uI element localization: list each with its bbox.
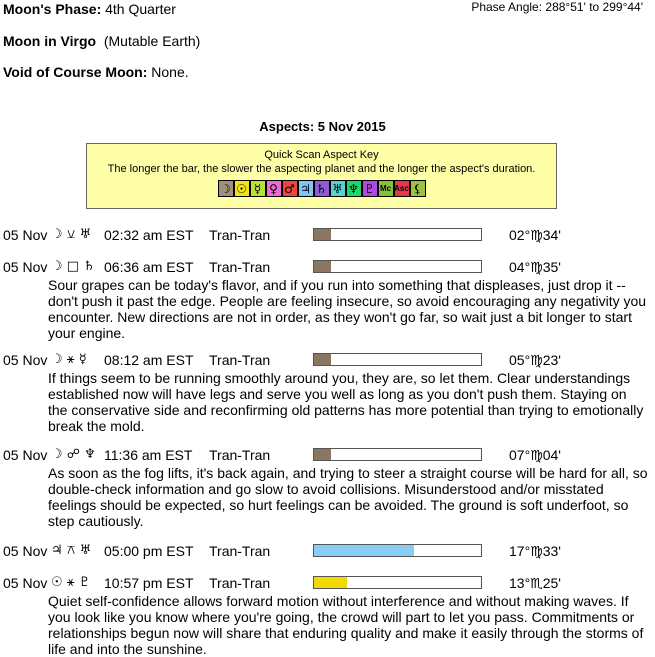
duration-bar-fill: [314, 577, 347, 588]
key-swatch: ♃: [298, 180, 314, 197]
moon-sign-line: [3, 33, 200, 49]
key-title: Quick Scan Aspect Key: [264, 149, 379, 161]
aspect-position: 02°♍34': [509, 227, 561, 243]
aspect-description: Sour grapes can be today's flavor, and if you run into something that displeases, just drop it -- don't push it past the edge. People are feeling insecure, so avoid encouraging any negativity you encounter. New directions are not in order, as they won't go far, so wait just a bit longer to start your engine.: [48, 277, 647, 341]
aspect-position: 17°♍33': [509, 543, 561, 559]
duration-bar-fill: [314, 354, 331, 365]
aspect-row: [3, 352, 648, 370]
aspect-glyphs: ☽ ⚹ ☿: [51, 352, 87, 367]
aspect-position: 13°♏25': [509, 575, 561, 591]
key-swatch: ♄: [314, 180, 330, 197]
aspect-date: 05 Nov: [3, 352, 48, 368]
aspect-kind: Tran-Tran: [209, 575, 271, 591]
aspect-kind: Tran-Tran: [209, 227, 271, 243]
aspect-date: 05 Nov: [3, 575, 48, 591]
duration-bar: [313, 228, 482, 241]
moon-sign-value: (Mutable Earth): [103, 33, 201, 49]
aspect-row: [3, 447, 648, 465]
aspect-time: 06:36 am EST: [104, 259, 194, 275]
key-swatch: ♇: [362, 180, 378, 197]
aspect-time: 10:57 pm EST: [104, 575, 194, 591]
aspect-row: [3, 575, 648, 593]
aspect-glyphs: ♃ ⚻ ♅: [51, 543, 92, 558]
phase-angle-value: 288°51' to 299°44': [545, 0, 643, 14]
key-swatch: ⚸: [410, 180, 426, 197]
quick-scan-key: [86, 143, 557, 209]
aspect-glyphs: ☽ ⚺ ♅: [51, 227, 92, 242]
aspect-row: [3, 227, 648, 245]
aspect-position: 07°♍04': [509, 447, 561, 463]
aspect-description: If things seem to be running smoothly around you, they are, so let them. Clear understandings established now will have legs and serve you well as long as you don't push them. Staying on the conservative side and reconfirming old patterns has more potential than trying to emotionally break the mold.: [48, 370, 644, 434]
aspect-entry: [3, 543, 648, 561]
aspect-glyphs: ☽ □ ♄: [51, 259, 95, 274]
phase-angle-label: Phase Angle:: [471, 0, 543, 14]
aspect-entry: [3, 352, 648, 434]
aspect-row: [3, 259, 648, 277]
duration-bar-fill: [314, 449, 331, 460]
duration-bar-fill: [314, 229, 331, 240]
moon-phase-label: Moon's Phase:: [3, 1, 102, 17]
aspect-entry: [3, 227, 648, 245]
moon-sign-label: Moon in Virgo: [3, 33, 97, 49]
key-swatch: ☉: [234, 180, 250, 197]
aspect-glyphs: ☉ ⚹ ♇: [51, 575, 91, 590]
void-value: None.: [151, 64, 189, 80]
aspect-position: 05°♍23': [509, 352, 561, 368]
duration-bar: [313, 544, 482, 557]
aspect-entry: [3, 259, 648, 341]
aspect-date: 05 Nov: [3, 543, 48, 559]
void-label: Void of Course Moon:: [3, 64, 148, 80]
aspect-kind: Tran-Tran: [209, 447, 271, 463]
aspect-description: Quiet self-confidence allows forward motion without interference and without making waves. If you look like you know where you're going, the crowd will part to let you pass. Commitments or relationships begun now will share that enduring quality and make it easily through the storms of life and into the sunshine.: [48, 593, 644, 657]
aspect-description: As soon as the fog lifts, it's back again, and trying to steer a straight course will be hard for all, so double-check information and go slow to avoid collisions. Misunderstood and/or misstated feelings should be expected, so hurt feelings can be avoided. The ground is soft underfoot, so step cautiously.: [48, 465, 648, 529]
aspect-time: 05:00 pm EST: [104, 543, 194, 559]
duration-bar-fill: [314, 545, 414, 556]
key-swatch: Mc: [378, 180, 394, 197]
moon-phase-value: 4th Quarter: [105, 1, 176, 17]
aspect-entry: [3, 447, 648, 529]
duration-bar: [313, 448, 482, 461]
aspect-date: 05 Nov: [3, 447, 48, 463]
aspect-kind: Tran-Tran: [209, 543, 271, 559]
key-swatch: ☽: [218, 180, 234, 197]
void-of-course-line: [3, 64, 189, 80]
key-swatch: ♆: [346, 180, 362, 197]
aspect-time: 02:32 am EST: [104, 227, 194, 243]
key-swatch: ♀: [266, 180, 282, 197]
aspects-title: Aspects: 5 Nov 2015: [259, 119, 386, 134]
key-swatch: ☿: [250, 180, 266, 197]
key-swatch: ♂: [282, 180, 298, 197]
aspect-date: 05 Nov: [3, 227, 48, 243]
duration-bar-fill: [314, 261, 331, 272]
aspect-row: [3, 543, 648, 561]
aspect-kind: Tran-Tran: [209, 259, 271, 275]
key-subtitle: The longer the bar, the slower the aspecting planet and the longer the aspect's duration.: [107, 163, 536, 175]
duration-bar: [313, 576, 482, 589]
moon-phase-line: [3, 1, 176, 17]
aspect-time: 08:12 am EST: [104, 352, 194, 368]
key-swatch: Asc: [394, 180, 410, 197]
aspect-position: 04°♍35': [509, 259, 561, 275]
key-swatch: ♅: [330, 180, 346, 197]
duration-bar: [313, 260, 482, 273]
phase-angle: [471, 0, 643, 14]
duration-bar: [313, 353, 482, 366]
aspect-glyphs: ☽ ☍ ♆: [51, 447, 96, 462]
aspect-date: 05 Nov: [3, 259, 48, 275]
aspect-time: 11:36 am EST: [104, 447, 193, 463]
aspect-entry: [3, 575, 648, 657]
aspect-kind: Tran-Tran: [209, 352, 271, 368]
key-swatch-strip: [87, 180, 556, 197]
